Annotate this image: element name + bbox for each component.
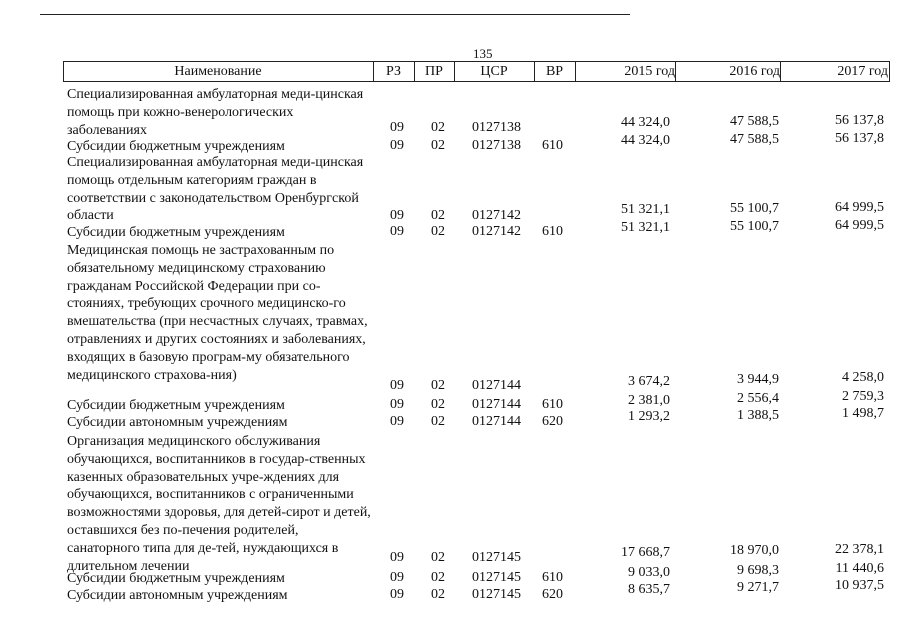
row-csr: 0127145: [472, 550, 521, 565]
row-name: Субсидии бюджетным учреждениям: [67, 398, 285, 413]
row-name: Субсидии автономным учреждениям: [67, 588, 288, 603]
row-2017: 56 137,8: [835, 131, 884, 146]
header-pr: ПР: [425, 64, 443, 79]
row-csr: 0127144: [472, 378, 521, 393]
table-header: [63, 61, 890, 82]
row-vr: 610: [542, 397, 563, 412]
row-pr: 02: [431, 138, 445, 153]
row-2015: 44 324,0: [621, 115, 670, 130]
row-2015: 2 381,0: [628, 393, 670, 408]
row-csr: 0127144: [472, 397, 521, 412]
row-2016: 1 388,5: [737, 408, 779, 423]
row-2017: 4 258,0: [842, 370, 884, 385]
row-pr: 02: [431, 397, 445, 412]
row-pr: 02: [431, 587, 445, 602]
row-2015: 17 668,7: [621, 545, 670, 560]
row-pr: 02: [431, 208, 445, 223]
row-rz: 09: [390, 120, 404, 135]
row-2015: 8 635,7: [628, 582, 670, 597]
row-2017: 64 999,5: [835, 200, 884, 215]
header-rz: РЗ: [386, 64, 401, 79]
row-name: Организация медицинского обслуживания обучающихся, воспитанников в государ-ственных казенных образовательных учре-ждениях для обучающихся, воспитанников с ограниченными возможностями здоровья, для детей-сирот и детей, оставшихся без по-печения родителей, санаторного типа для де-тей, нуждающихся в длительном лечении: [67, 434, 371, 574]
row-2016: 47 588,5: [730, 114, 779, 129]
row-vr: 620: [542, 587, 563, 602]
header-2016: 2016 год: [729, 64, 780, 79]
row-name: Субсидии автономным учреждениям: [67, 415, 288, 430]
row-rz: 09: [390, 570, 404, 585]
row-2017: 11 440,6: [835, 561, 884, 576]
row-rz: 09: [390, 587, 404, 602]
row-csr: 0127142: [472, 224, 521, 239]
header-csr: ЦСР: [480, 64, 508, 79]
row-csr: 0127144: [472, 414, 521, 429]
row-2016: 18 970,0: [730, 543, 779, 558]
row-2016: 9 698,3: [737, 563, 779, 578]
row-csr: 0127142: [472, 208, 521, 223]
row-2017: 2 759,3: [842, 389, 884, 404]
row-2016: 55 100,7: [730, 201, 779, 216]
page-number: 135: [473, 46, 493, 61]
row-name: Субсидии бюджетным учреждениям: [67, 571, 285, 586]
row-name: Медицинская помощь не застрахованным по обязательному медицинскому страхованию гражданам Российской Федерации при со-стояниях, требующих срочного медицинско-го вмешательства (при несчастных случаях, травмах, отравлениях и других состояниях и заболеваниях, входящих в базовую програм-му обязательного медицинского страхова-ния): [67, 243, 368, 383]
row-2017: 22 378,1: [835, 542, 884, 557]
row-name: Специализированная амбулаторная меди-цинская помощь при кожно-венерологических заболеваниях: [67, 87, 364, 138]
row-vr: 610: [542, 224, 563, 239]
row-rz: 09: [390, 414, 404, 429]
row-name: Специализированная амбулаторная меди-цинская помощь отдельным категориям граждан в соответствии с законодательством Оренбургской области: [67, 155, 364, 224]
row-2017: 64 999,5: [835, 218, 884, 233]
row-2015: 51 321,1: [621, 202, 670, 217]
row-pr: 02: [431, 570, 445, 585]
row-csr: 0127145: [472, 570, 521, 585]
row-2016: 55 100,7: [730, 219, 779, 234]
row-pr: 02: [431, 550, 445, 565]
row-csr: 0127145: [472, 587, 521, 602]
row-rz: 09: [390, 378, 404, 393]
row-2016: 3 944,9: [737, 372, 779, 387]
row-rz: 09: [390, 550, 404, 565]
top-rule: [40, 14, 630, 15]
row-name: Субсидии бюджетным учреждениям: [67, 225, 285, 240]
row-name: Субсидии бюджетным учреждениям: [67, 139, 285, 154]
header-divider: [889, 62, 890, 81]
row-csr: 0127138: [472, 138, 521, 153]
row-2016: 47 588,5: [730, 132, 779, 147]
header-2015: 2015 год: [624, 64, 675, 79]
row-csr: 0127138: [472, 120, 521, 135]
row-2017: 1 498,7: [842, 406, 884, 421]
row-2016: 2 556,4: [737, 391, 779, 406]
row-2017: 10 937,5: [835, 578, 884, 593]
row-vr: 620: [542, 414, 563, 429]
row-pr: 02: [431, 378, 445, 393]
row-rz: 09: [390, 208, 404, 223]
row-rz: 09: [390, 397, 404, 412]
row-2015: 1 293,2: [628, 409, 670, 424]
row-vr: 610: [542, 138, 563, 153]
row-2015: 3 674,2: [628, 374, 670, 389]
row-2016: 9 271,7: [737, 580, 779, 595]
row-pr: 02: [431, 414, 445, 429]
header-2017: 2017 год: [837, 64, 888, 79]
row-pr: 02: [431, 120, 445, 135]
row-pr: 02: [431, 224, 445, 239]
header-name: Наименование: [174, 64, 262, 79]
row-2015: 9 033,0: [628, 565, 670, 580]
row-rz: 09: [390, 224, 404, 239]
row-vr: 610: [542, 570, 563, 585]
row-2017: 56 137,8: [835, 113, 884, 128]
row-2015: 44 324,0: [621, 133, 670, 148]
header-vr: ВР: [545, 64, 564, 79]
row-rz: 09: [390, 138, 404, 153]
row-2015: 51 321,1: [621, 220, 670, 235]
